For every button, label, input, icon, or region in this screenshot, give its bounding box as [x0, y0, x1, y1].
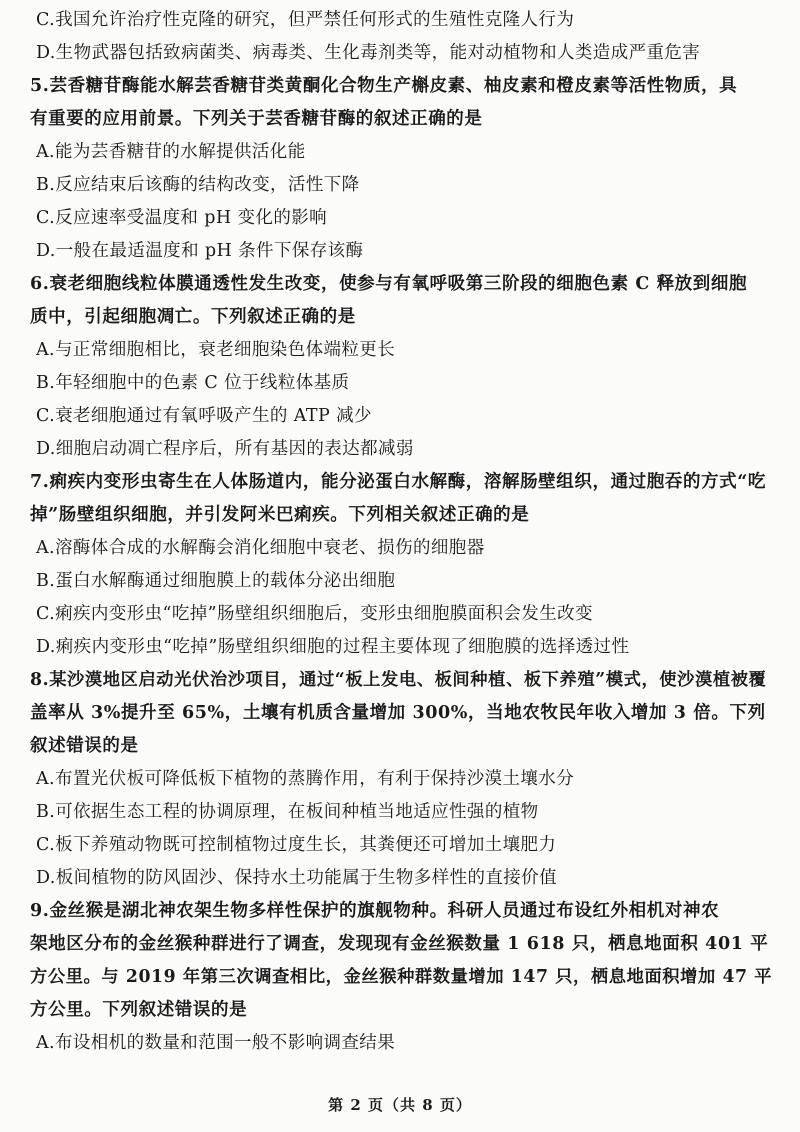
question-stem-line: 叙述错误的是 — [30, 736, 139, 756]
question-stem-line: 架地区分布的金丝猴种群进行了调查，发现现有金丝猴数量 1 618 只，栖息地面积 401 平 — [30, 934, 769, 954]
answer-option-line: B.可依据生态工程的协调原理，在板间种植当地适应性强的植物 — [36, 802, 539, 822]
answer-option-line: A.溶酶体合成的水解酶会消化细胞中衰老、损伤的细胞器 — [36, 538, 485, 558]
question-stem-line: 5.芸香糖苷酶能水解芸香糖苷类黄酮化合物生产槲皮素、柚皮素和橙皮素等活性物质，具 — [30, 76, 738, 96]
answer-option-line: C.痢疾内变形虫“吃掉”肠壁组织细胞后，变形虫细胞膜面积会发生改变 — [36, 604, 593, 624]
answer-option-line: A.布设相机的数量和范围一般不影响调查结果 — [36, 1033, 396, 1053]
answer-option-line: D.痢疾内变形虫“吃掉”肠壁组织细胞的过程主要体现了细胞膜的选择透过性 — [36, 637, 630, 657]
question-stem-line: 6.衰老细胞线粒体膜通透性发生改变，使参与有氧呼吸第三阶段的细胞色素 C 释放到细胞 — [30, 274, 748, 294]
answer-option-line: B.蛋白水解酶通过细胞膜上的载体分泌出细胞 — [36, 571, 396, 591]
question-stem-line: 盖率从 3%提升至 65%，土壤有机质含量增加 300%，当地农牧民年收入增加 3 倍。下列 — [30, 703, 766, 723]
answer-option-line: A.能为芸香糖苷的水解提供活化能 — [36, 142, 306, 162]
answer-option-line: C.我国允许治疗性克隆的研究，但严禁任何形式的生殖性克隆人行为 — [36, 10, 575, 30]
question-stem-line: 有重要的应用前景。下列关于芸香糖苷酶的叙述正确的是 — [30, 109, 483, 129]
answer-option-line: C.反应速率受温度和 pH 变化的影响 — [36, 208, 328, 228]
page-footer: 第 2 页（共 8 页） — [328, 1096, 472, 1114]
answer-option-line: C.板下养殖动物既可控制植物过度生长，其粪便还可增加土壤肥力 — [36, 835, 557, 855]
answer-option-line: A.与正常细胞相比，衰老细胞染色体端粒更长 — [36, 340, 396, 360]
answer-option-line: D.细胞启动凋亡程序后，所有基因的表达都减弱 — [36, 439, 414, 459]
answer-option-line: D.生物武器包括致病菌类、病毒类、生化毒剂类等，能对动植物和人类造成严重危害 — [36, 43, 701, 63]
question-stem-line: 掉”肠壁组织细胞，并引发阿米巴痢疾。下列相关叙述正确的是 — [30, 505, 530, 525]
answer-option-line: D.板间植物的防风固沙、保持水土功能属于生物多样性的直接价值 — [36, 868, 557, 888]
question-stem-line: 质中，引起细胞凋亡。下列叙述正确的是 — [30, 307, 356, 327]
question-stem-line: 8.某沙漠地区启动光伏治沙项目，通过“板上发电、板间种植、板下养殖”模式，使沙漠植被覆 — [30, 670, 767, 690]
question-content — [30, 4, 775, 1060]
question-stem-line: 9.金丝猴是湖北神农架生物多样性保护的旗舰物种。科研人员通过布设红外相机对神农 — [30, 901, 720, 921]
question-stem-line: 方公里。与 2019 年第三次调查相比，金丝猴种群数量增加 147 只，栖息地面积增加 47 平 — [30, 967, 773, 987]
answer-option-line: B.年轻细胞中的色素 C 位于线粒体基质 — [36, 373, 350, 393]
answer-option-line: D.一般在最适温度和 pH 条件下保存该酶 — [36, 241, 364, 261]
question-stem-line: 方公里。下列叙述错误的是 — [30, 1000, 248, 1020]
answer-option-line: A.布置光伏板可降低板下植物的蒸腾作用，有利于保持沙漠土壤水分 — [36, 769, 575, 789]
question-stem-line: 7.痢疾内变形虫寄生在人体肠道内，能分泌蛋白水解酶，溶解肠壁组织，通过胞吞的方式“吃 — [30, 472, 767, 492]
answer-option-line: B.反应结束后该酶的结构改变，活性下降 — [36, 175, 360, 195]
answer-option-line: C.衰老细胞通过有氧呼吸产生的 ATP 减少 — [36, 406, 372, 426]
